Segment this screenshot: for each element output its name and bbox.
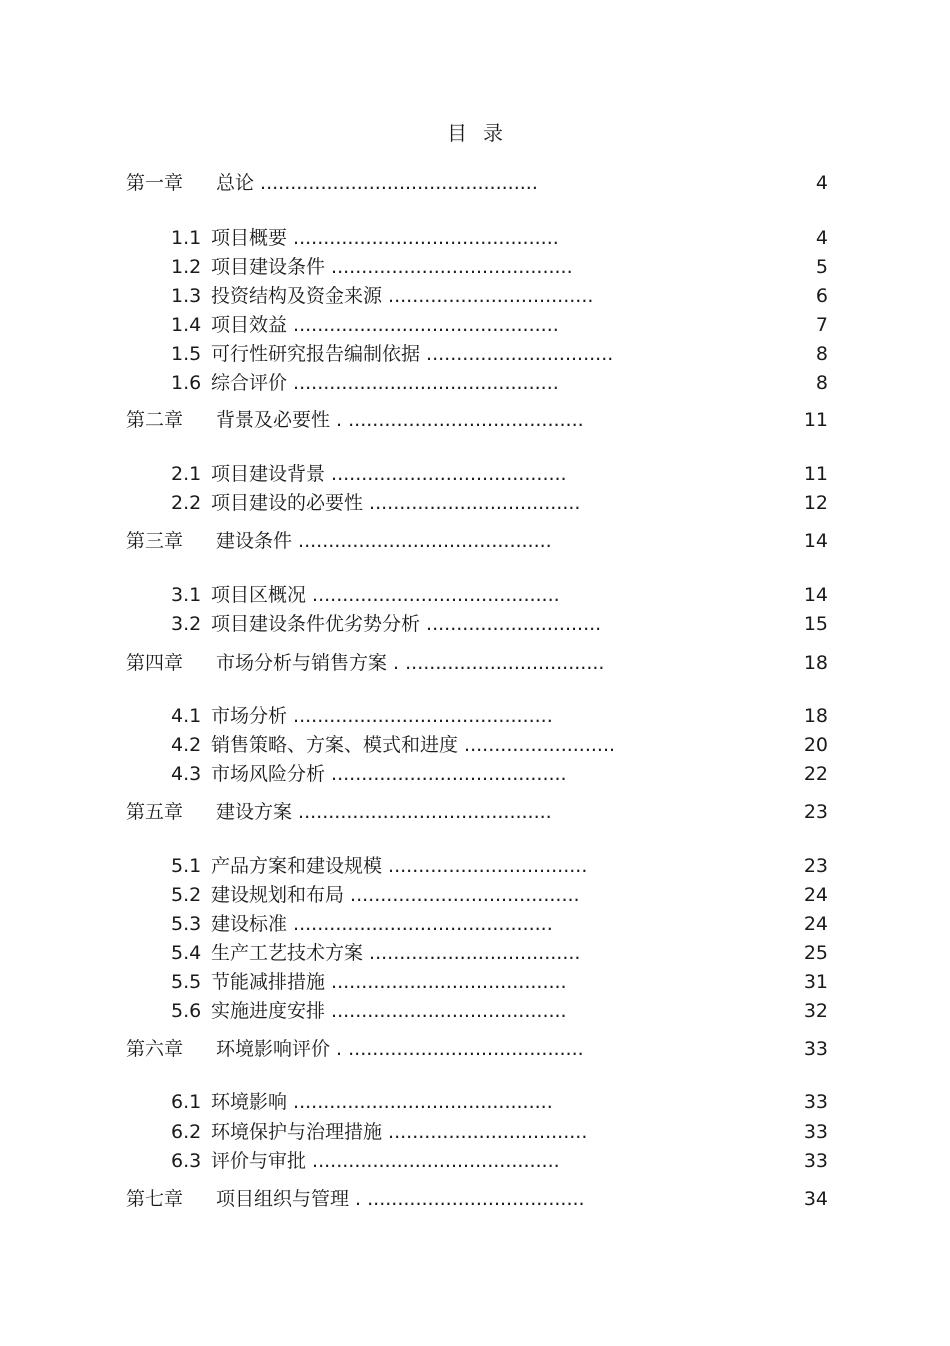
toc-section-entry	[171, 1089, 553, 1115]
dot-leader: . ....................................	[349, 1188, 585, 1210]
page-number: 22	[803, 763, 828, 785]
section-title: 生产工艺技术方案	[211, 942, 364, 964]
section-number: 6.3	[171, 1150, 202, 1172]
section-title: 市场风险分析	[211, 763, 326, 785]
section-title: 建设规划和布局	[211, 884, 345, 906]
dot-leader: .................................	[382, 855, 588, 877]
section-title: 产品方案和建设规模	[211, 855, 383, 877]
section-title: 项目建设背景	[211, 463, 326, 485]
section-number: 5.3	[171, 913, 202, 935]
section-number: 6.1	[171, 1091, 202, 1113]
section-title: 项目建设的必要性	[211, 492, 364, 514]
toc-section-entry	[171, 853, 587, 879]
toc-chapter-entry	[126, 1036, 584, 1062]
section-title: 实施进度安排	[211, 1000, 326, 1022]
page-number: 11	[803, 463, 828, 485]
page-number: 34	[803, 1188, 828, 1210]
page-number: 24	[803, 913, 828, 935]
section-title: 项目概要	[211, 227, 288, 249]
page-number: 31	[803, 971, 828, 993]
chapter-number: 第三章	[126, 530, 184, 552]
dot-leader: .........................................	[306, 584, 560, 606]
toc-section-entry	[171, 225, 559, 251]
toc-chapter-entry	[126, 170, 538, 196]
page-number: 33	[803, 1091, 828, 1113]
toc-section-entry	[171, 761, 567, 787]
dot-leader: . .......................................	[330, 409, 584, 431]
toc-section-entry	[171, 254, 573, 280]
section-title: 综合评价	[211, 372, 288, 394]
section-number: 1.3	[171, 285, 202, 307]
dot-leader: ...................................	[363, 492, 581, 514]
section-title: 环境影响	[211, 1091, 288, 1113]
toc-title: 目录	[447, 121, 519, 145]
page-number: 6	[815, 285, 828, 307]
section-number: 5.6	[171, 1000, 202, 1022]
section-title: 项目效益	[211, 314, 288, 336]
toc-section-entry	[171, 283, 593, 309]
section-title: 投资结构及资金来源	[211, 285, 383, 307]
page-number: 33	[803, 1121, 828, 1143]
page-number: 5	[815, 256, 828, 278]
page-number: 18	[803, 705, 828, 727]
toc-chapter-entry	[126, 407, 584, 433]
chapter-title: 建设条件	[216, 530, 293, 552]
dot-leader: . .......................................	[330, 1038, 584, 1060]
dot-leader: ...........................................	[287, 705, 553, 727]
page-number: 18	[803, 652, 828, 674]
dot-leader: .......................................	[325, 763, 567, 785]
toc-section-entry	[171, 882, 580, 908]
toc-section-entry	[171, 1148, 560, 1174]
section-number: 4.2	[171, 734, 202, 756]
page-number: 24	[803, 884, 828, 906]
page-number: 14	[803, 584, 828, 606]
dot-leader: ......................................	[344, 884, 580, 906]
dot-leader: ..........................................	[292, 801, 552, 823]
toc-chapter-entry	[126, 1186, 585, 1212]
chapter-number: 第六章	[126, 1038, 184, 1060]
section-number: 5.4	[171, 942, 202, 964]
toc-section-entry	[171, 998, 567, 1024]
dot-leader: ...........................................	[287, 913, 553, 935]
toc-section-entry	[171, 911, 553, 937]
page-number: 14	[803, 530, 828, 552]
chapter-number: 第四章	[126, 652, 184, 674]
dot-leader: ..................................	[382, 285, 594, 307]
section-number: 4.1	[171, 705, 202, 727]
page-number: 15	[803, 613, 828, 635]
toc-section-entry	[171, 969, 567, 995]
toc-chapter-entry	[126, 528, 552, 554]
page-number: 12	[803, 492, 828, 514]
section-title: 市场分析	[211, 705, 288, 727]
page-number: 23	[803, 855, 828, 877]
section-title: 项目建设条件	[211, 256, 326, 278]
section-number: 5.1	[171, 855, 202, 877]
toc-section-entry	[171, 1119, 587, 1145]
dot-leader: ...............................	[420, 343, 614, 365]
dot-leader: ........................................	[325, 256, 573, 278]
chapter-number: 第五章	[126, 801, 184, 823]
page-number: 8	[815, 343, 828, 365]
section-number: 1.6	[171, 372, 202, 394]
section-title: 节能减排措施	[211, 971, 326, 993]
page-number: 23	[803, 801, 828, 823]
dot-leader: . .................................	[387, 652, 605, 674]
page-number: 20	[803, 734, 828, 756]
page-number: 7	[815, 314, 828, 336]
dot-leader: .......................................	[325, 1000, 567, 1022]
section-number: 4.3	[171, 763, 202, 785]
section-title: 环境保护与治理措施	[211, 1121, 383, 1143]
page-number: 33	[803, 1150, 828, 1172]
toc-section-entry	[171, 461, 567, 487]
chapter-title: 市场分析与销售方案	[216, 652, 388, 674]
chapter-title: 总论	[216, 172, 255, 194]
toc-section-entry	[171, 370, 559, 396]
page-number: 32	[803, 1000, 828, 1022]
section-number: 3.1	[171, 584, 202, 606]
section-number: 5.5	[171, 971, 202, 993]
toc-chapter-entry	[126, 799, 552, 825]
dot-leader: ..........................................	[292, 530, 552, 552]
section-title: 销售策略、方案、模式和进度	[211, 734, 459, 756]
chapter-number: 第一章	[126, 172, 184, 194]
chapter-title: 环境影响评价	[216, 1038, 331, 1060]
section-number: 3.2	[171, 613, 202, 635]
toc-section-entry	[171, 732, 615, 758]
chapter-title: 建设方案	[216, 801, 293, 823]
section-number: 2.2	[171, 492, 202, 514]
page-number: 25	[803, 942, 828, 964]
section-title: 评价与审批	[211, 1150, 307, 1172]
toc-chapter-entry	[126, 650, 604, 676]
dot-leader: .........................	[458, 734, 616, 756]
section-number: 1.2	[171, 256, 202, 278]
dot-leader: .............................	[420, 613, 602, 635]
section-title: 项目建设条件优劣势分析	[211, 613, 421, 635]
chapter-title: 背景及必要性	[216, 409, 331, 431]
toc-section-entry	[171, 582, 560, 608]
dot-leader: ............................................	[287, 314, 559, 336]
toc-section-entry	[171, 940, 580, 966]
dot-leader: .......................................	[325, 971, 567, 993]
section-title: 项目区概况	[211, 584, 307, 606]
page-number: 4	[815, 172, 828, 194]
toc-section-entry	[171, 490, 580, 516]
dot-leader: ............................................	[287, 227, 559, 249]
dot-leader: ............................................	[287, 372, 559, 394]
toc-section-entry	[171, 341, 613, 367]
dot-leader: .........................................	[306, 1150, 560, 1172]
page-number: 11	[803, 409, 828, 431]
toc-section-entry	[171, 703, 553, 729]
section-number: 2.1	[171, 463, 202, 485]
chapter-number: 第七章	[126, 1188, 184, 1210]
dot-leader: .......................................	[325, 463, 567, 485]
page-number: 8	[815, 372, 828, 394]
dot-leader: ..............................................	[254, 172, 538, 194]
section-number: 5.2	[171, 884, 202, 906]
dot-leader: ...................................	[363, 942, 581, 964]
dot-leader: ...........................................	[287, 1091, 553, 1113]
toc-section-entry	[171, 611, 601, 637]
section-number: 6.2	[171, 1121, 202, 1143]
chapter-number: 第二章	[126, 409, 184, 431]
section-title: 可行性研究报告编制依据	[211, 343, 421, 365]
section-number: 1.1	[171, 227, 202, 249]
section-title: 建设标准	[211, 913, 288, 935]
dot-leader: .................................	[382, 1121, 588, 1143]
section-number: 1.4	[171, 314, 202, 336]
page-number: 4	[815, 227, 828, 249]
section-number: 1.5	[171, 343, 202, 365]
toc-section-entry	[171, 312, 559, 338]
page-number: 33	[803, 1038, 828, 1060]
chapter-title: 项目组织与管理	[216, 1188, 350, 1210]
